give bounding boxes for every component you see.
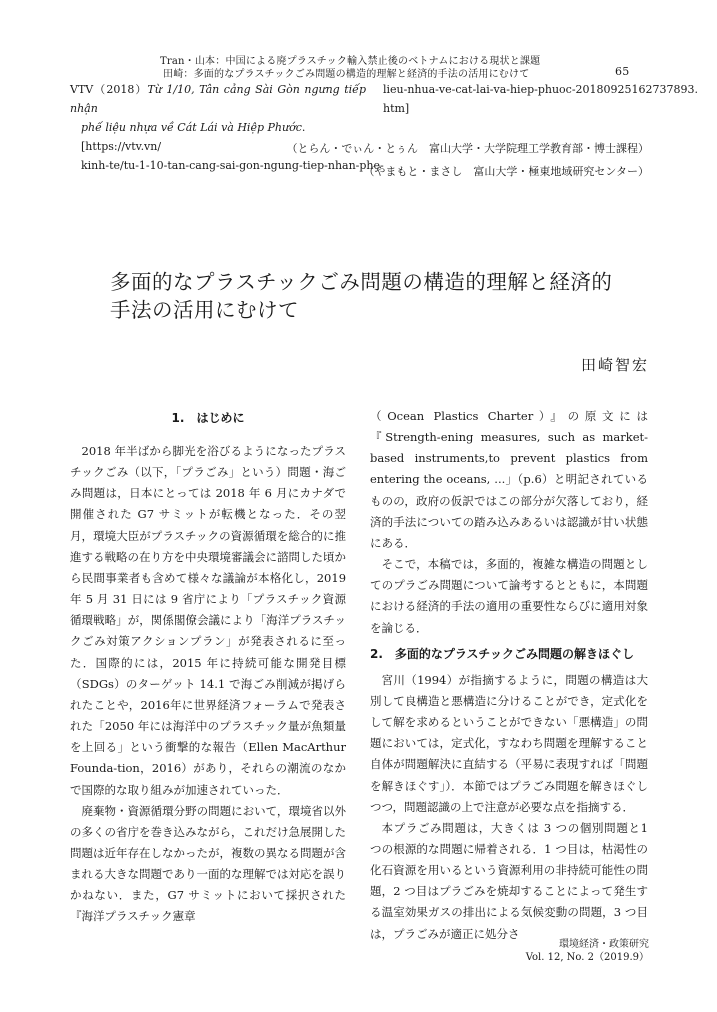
right-column-body-b [370, 670, 648, 945]
paragraph: （Ocean Plastics Charter）』の原文には『Strength-ening measures, such as market-based instruments,to prevent plastics from entering the oceans, ...」（p.6）と明記されているものの，政府の仮訳ではこの部分が欠落しており，経済的手法についての踏み込みあるいは認識が甘い状態にある． [370, 409, 649, 550]
running-header-line2: 田崎：多面的なプラスチックごみ問題の構造的理解と経済的手法の活用にむけて [163, 69, 530, 80]
page-number: 65 [615, 65, 630, 78]
right-column-body-a [370, 406, 648, 639]
article-author: 田崎智宏 [580, 356, 649, 374]
left-column [70, 408, 346, 928]
paragraph: 2018 年半ばから脚光を浴びるようになったプラスチックごみ（以下，「プラごみ」という）問題・海ごみ問題は，日本にとっては 2018 年 6 月にカナダで開催された G7 サミットが転機となった．その翌月，環境大臣がプラスチックの資源循環を総合的に推進する戦略の在り方を中央環境審議会に諮問した頃から民間事業者も含めて様々な議論が本格化し，2019 年 5 月 31 日には 9 省庁により「プラスチック資源循環戦略」が，関係閣僚会議により「海洋プラスチックごみ対策アクションプラン」が発表されるに至った．国際的には，2015 年に持続可能な開発目標（SDGs）のターゲット 14.1 で海ごみ削減が掲げられたことや，2016年に世界経済フォーラムで発表された「2050 年には海洋中のプラスチック量が魚類量を上回る」という衝撃的な報告（Ellen MacArthur Founda-tion，2016）があり，それらの潮流のなかで国際的な取り組みが加速されていった． [70, 444, 347, 797]
journal-volume: Vol. 12, No. 2（2019.9） [525, 952, 649, 963]
reference-source: VTV（2018） [70, 83, 148, 96]
paragraph: 廃棄物・資源循環分野の問題において，環境省以外の多くの省庁を巻き込みながら，これだけ急展開した問題は近年存在しなかったが，複数の異なる問題が含まれる大きな問題であり一面的な理解では対応を誤りかねない．また，G7 サミットにおいて採択された『海洋プラスチック憲章 [70, 803, 346, 924]
affiliation-tran: （とらん・でぃん・とぅん 富山大学・大学院理工学教育部・博士課程） [286, 142, 649, 155]
reference-url-start: . [https://vtv.vn/ [81, 121, 306, 153]
paragraph: 宮川（1994）が指摘するように，問題の構造は大別して良構造と悪構造に分けることができ，定式化をして解を求めるということができない「悪構造」の問題においては，定式化，すなわち問題を理解すること自体が問題解決に直結する（平易に表現すれば「問題を解きほぐす」）．本節ではプラごみ問題を解きほぐしつつ，問題認識の上で注意が必要な点を指摘する． [370, 672, 649, 814]
reference-title-part2: phế liệu nhựa về Cát Lái và Hiệp Phước [81, 121, 302, 134]
reference-url-line3: kinh-te/tu-1-10-tan-cang-sai-gon-ngung-tiep-nhan-phe- [81, 159, 384, 172]
section-heading-2: 2. 多面的なプラスチックごみ問題の解きほぐし [370, 646, 634, 661]
affiliation-yamamoto: （やまもと・まさし 富山大学・極東地域研究センター） [363, 165, 649, 178]
reference-right [383, 80, 699, 118]
reference-url-line4: lieu-nhua-ve-cat-lai-va-hiep-phuoc-20180925162737893. [383, 83, 699, 96]
article-title [110, 268, 612, 324]
reference-title-part1: Từ 1/10, Tân cảng Sài Gòn ngưng tiếp nhận [70, 83, 366, 115]
left-column-body [70, 441, 346, 928]
article-title-line2: 手法の活用にむけて [110, 298, 299, 322]
right-column [370, 406, 648, 945]
running-header-line1: Tran・山本：中国による廃プラスチック輸入禁止後のベトナムにおける現状と課題 [160, 56, 541, 67]
reference-url-line5: htm] [383, 102, 410, 115]
reference-left [70, 80, 384, 175]
paragraph: 本プラごみ問題は，大きくは 3 つの個別問題と1 つの根源的な問題に帰着される．1 つ目は，枯渇性の化石資源を用いるという資源利用の非持続可能性の問題，2 つ目はプラごみを焼却することによって発生する温室効果ガスの排出による気候変動の問題，3 つ目は，プラごみが適正に処分さ [370, 820, 649, 941]
paragraph: そこで，本稿では，多面的，複雑な構造の問題としてのプラごみ問題について論考するとともに，本問題における経済的手法の適用の重要性ならびに適用対象を論じる． [370, 557, 649, 635]
article-title-line1: 多面的なプラスチックごみ問題の構造的理解と経済的 [110, 270, 613, 294]
journal-footer [526, 938, 649, 964]
section-heading-1: 1. はじめに [171, 411, 245, 425]
journal-name: 環境経済・政策研究 [559, 939, 649, 950]
